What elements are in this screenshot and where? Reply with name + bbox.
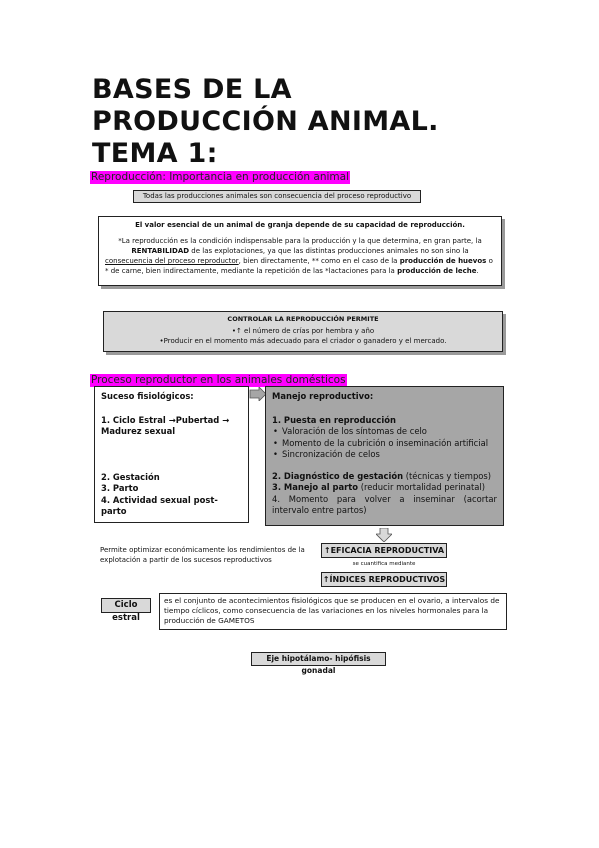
- control-box-line-2: •Producir en el momento más adecuado para el criador o ganadero y el mercado.: [159, 337, 447, 345]
- document-title: [92, 74, 532, 170]
- axis-box: Eje hipotálamo- hipófisis gonadal: [251, 652, 386, 666]
- value-box-line-2-rest: de las explotaciones, ya que las distintas producciones animales no son sino la: [189, 247, 469, 255]
- section-heading-reproduccion: Reproducción: Importancia en producción animal: [91, 171, 350, 183]
- management-title: Manejo reproductivo:: [272, 391, 374, 401]
- cycle-label-box: Ciclo estral: [101, 598, 151, 613]
- management-sub-1: • Valoración de los síntomas de celo: [282, 426, 497, 438]
- rentabilidad-text: RENTABILIDAD: [131, 247, 190, 255]
- produccion-leche-text: producción de leche: [397, 267, 477, 275]
- management-item-3: [272, 482, 497, 494]
- control-box: [103, 311, 503, 352]
- physiological-item-3: 3. Parto: [101, 483, 139, 493]
- value-box-line-3-mid: , bien directamente, ** como en el caso de la: [238, 257, 400, 265]
- value-box-line-3: [105, 256, 495, 266]
- title-line-1: BASES DE LA: [92, 74, 292, 105]
- value-box-line-3-end: o: [486, 257, 493, 265]
- value-box-line-4-end: .: [476, 267, 479, 275]
- value-box-headline: El valor esencial de un animal de granja depende de su capacidad de reproducción.: [135, 221, 465, 229]
- optimize-text: Permite optimizar económicamente los rendimientos de la explotación a partir de los sucesos reproductivos: [100, 546, 305, 564]
- reproductive-management-box: [265, 386, 504, 526]
- physiological-events-box: [94, 386, 249, 523]
- management-sub-3: • Sincronización de celos: [282, 449, 497, 461]
- management-item-1: 1. Puesta en reproducción: [272, 414, 396, 425]
- control-box-line-1: •↑ el número de crías por hembra y año: [231, 327, 375, 335]
- management-item-2: [272, 471, 497, 483]
- physiological-item-2: 2. Gestación: [101, 471, 160, 482]
- management-item-2-bold: 2. Diagnóstico de gestación: [272, 470, 404, 481]
- management-item-3-rest: (reducir mortalidad perinatal): [358, 482, 485, 492]
- indices-box: ↑ÍNDICES REPRODUCTIVOS: [321, 572, 447, 587]
- title-line-3: TEMA 1:: [92, 138, 218, 169]
- title-line-2: PRODUCCIÓN ANIMAL.: [92, 106, 439, 137]
- management-item-4: 4. Momento para volver a inseminar (acortar intervalo entre partos): [272, 493, 497, 515]
- physiological-item-1: 1. Ciclo Estral →Pubertad →: [101, 414, 230, 425]
- management-sub-2: • Momento de la cubrición o inseminación artificial: [282, 438, 497, 450]
- down-arrow-icon: [376, 528, 392, 542]
- efficacy-box: ↑EFICACIA REPRODUCTIVA: [321, 543, 447, 558]
- value-box-line-4: [105, 266, 495, 276]
- physiological-item-1b: Madurez sexual: [101, 426, 176, 436]
- consecuencia-text: consecuencia del proceso reproductor: [105, 257, 239, 265]
- cycle-definition-box: es el conjunto de acontecimientos fisiológicos que se producen en el ovario, a intervalos de tiempo cíclicos, como consecuencia de las variaciones en los niveles hormonales para la producción de GAMETOS: [159, 593, 507, 630]
- management-item-3-bold: 3. Manejo al parto: [272, 482, 359, 492]
- value-box: [98, 216, 502, 286]
- value-box-line-2: [105, 246, 495, 256]
- physiological-title: Suceso fisiológicos:: [101, 391, 194, 401]
- value-box-line-4-start: * de carne, bien indirectamente, mediante la repetición de las *lactaciones para la: [105, 267, 398, 275]
- physiological-item-4: 4. Actividad sexual post-parto: [101, 494, 218, 516]
- measured-by-text: se cuantifica mediante: [352, 561, 416, 567]
- management-sublist: [272, 426, 497, 461]
- section-heading-proceso: Proceso reproductor en los animales domésticos: [91, 374, 346, 386]
- produccion-huevos-text: producción de huevos: [399, 257, 487, 265]
- management-item-2-rest: (técnicas y tiempos): [403, 470, 492, 481]
- control-box-headline: CONTROLAR LA REPRODUCCIÓN PERMITE: [227, 315, 379, 323]
- intro-box: Todas las producciones animales son consecuencia del proceso reproductivo: [133, 190, 421, 203]
- value-box-line-1: *La reproducción es la condición indispensable para la producción y la que determina, en gran parte, la: [118, 237, 482, 245]
